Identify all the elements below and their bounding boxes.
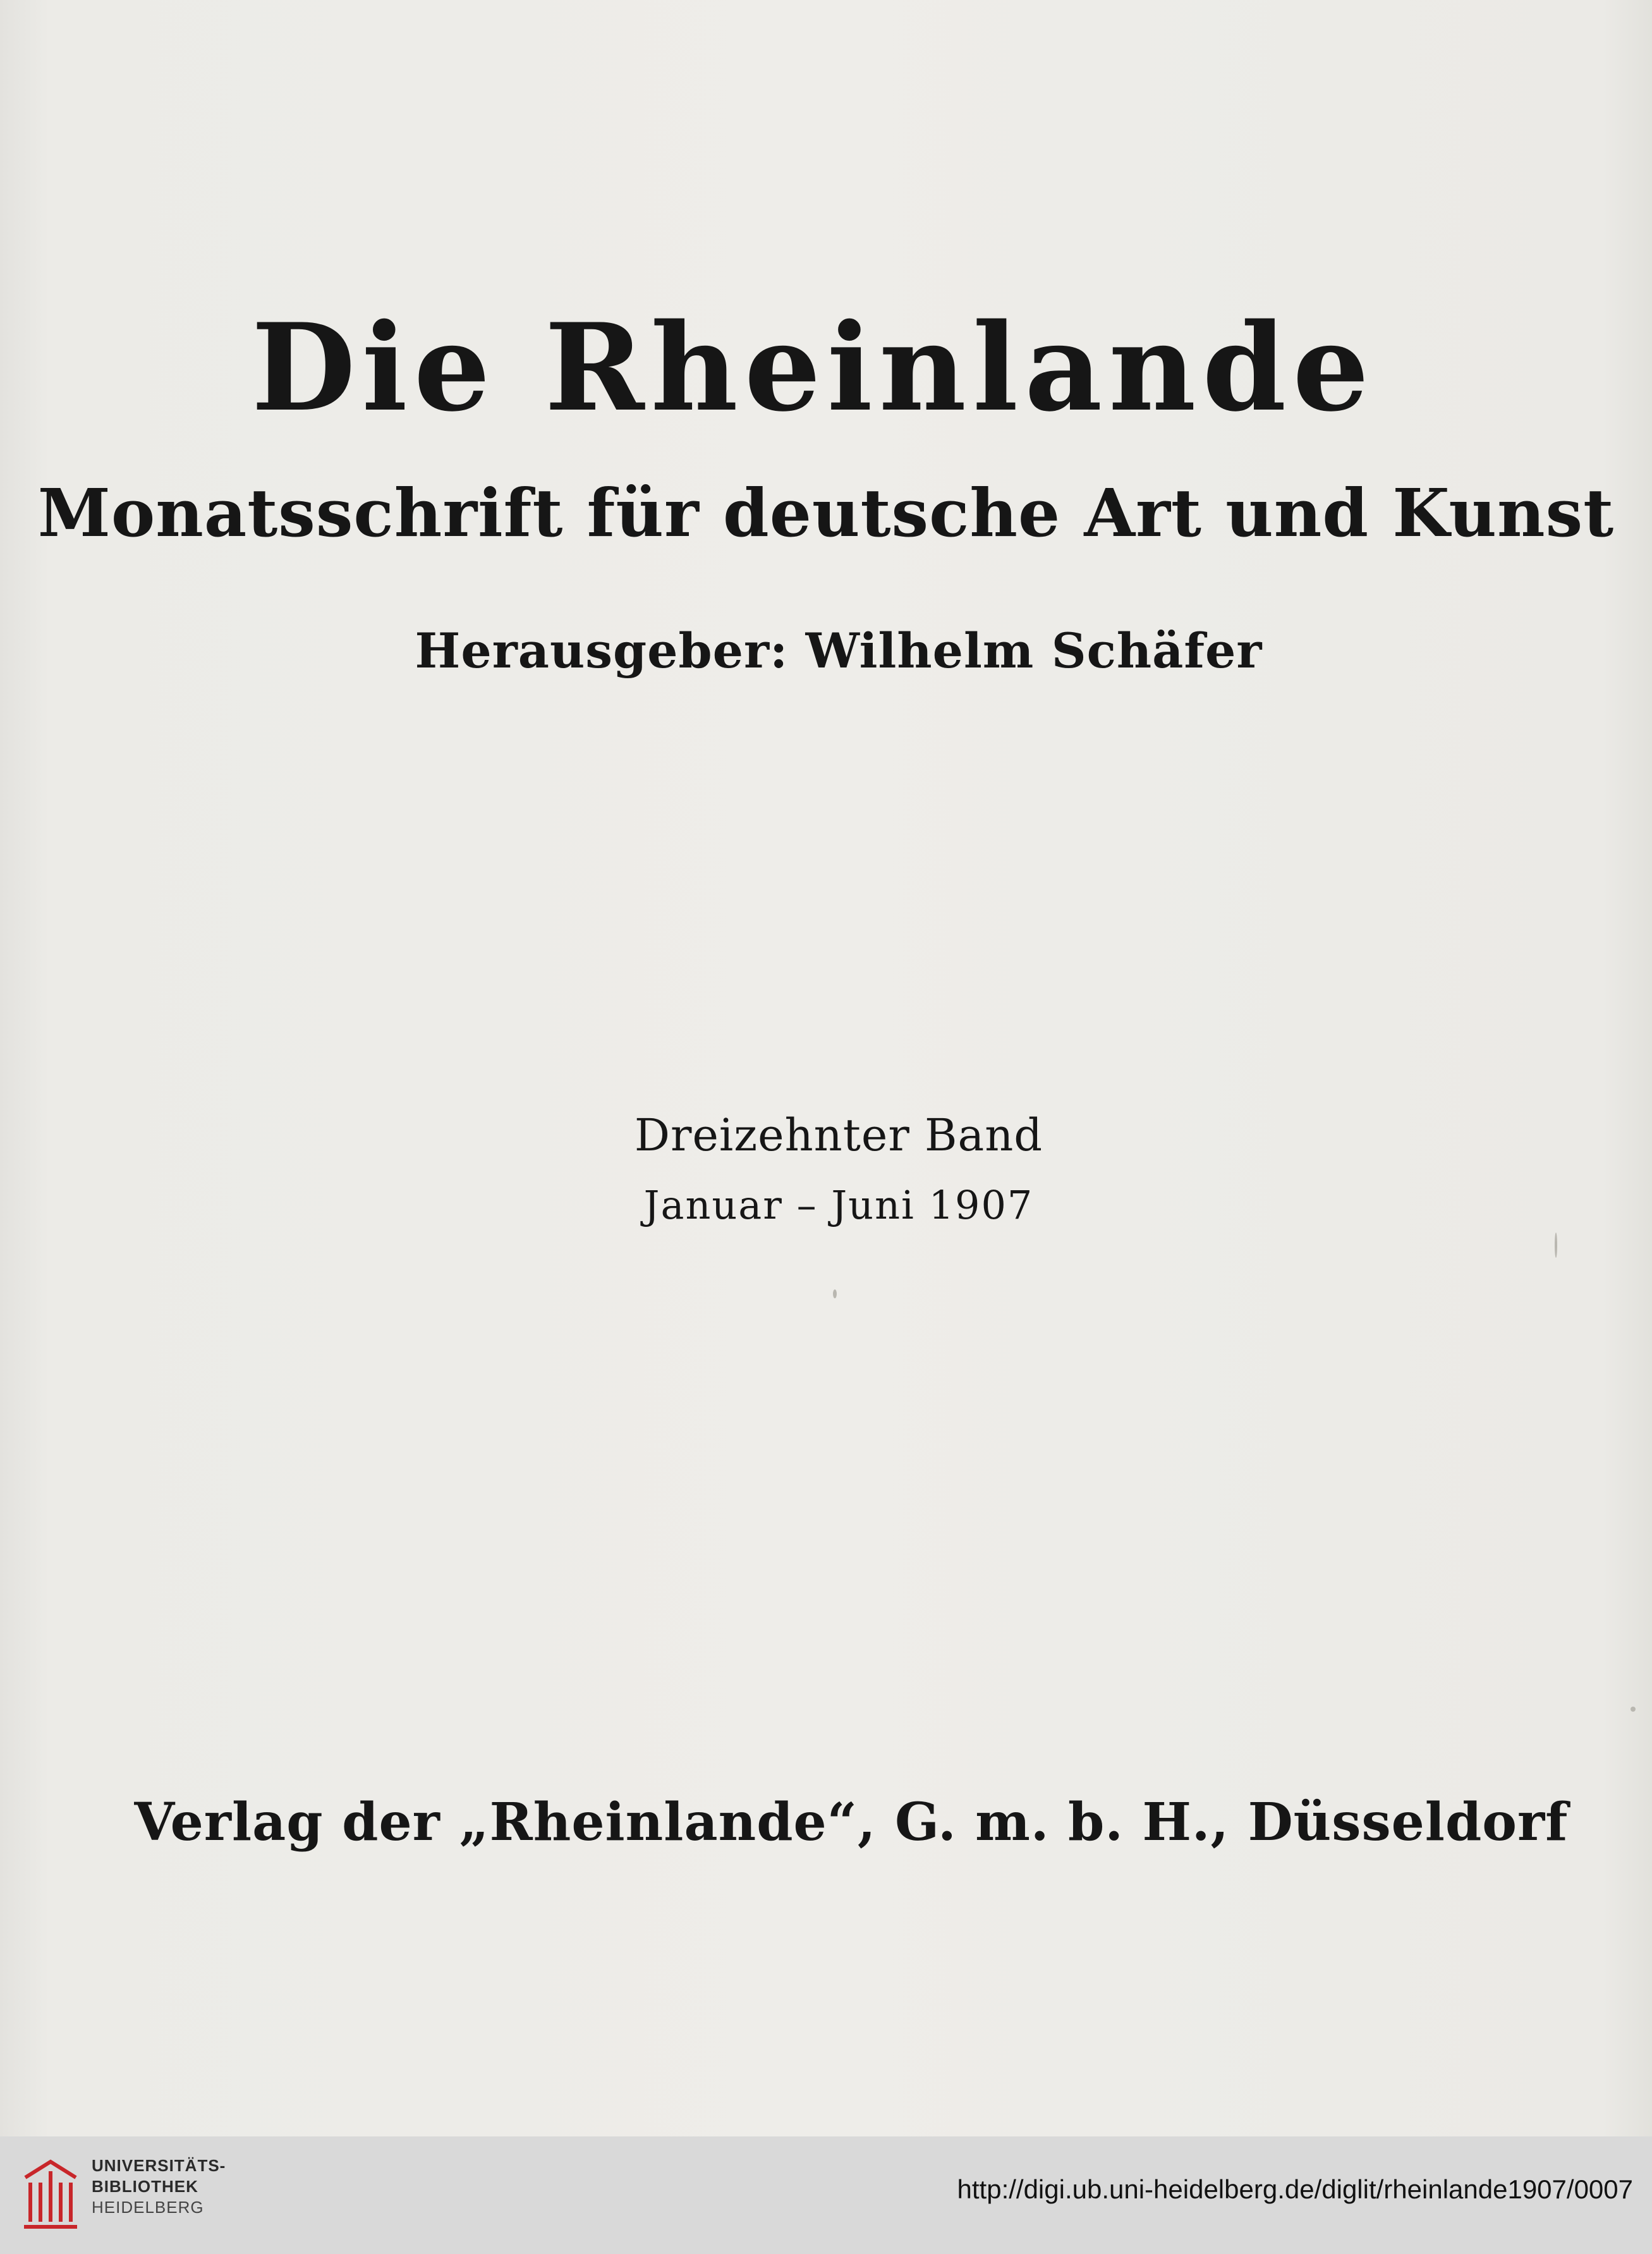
institution-name	[92, 2155, 226, 2218]
institution-line-2: BIBLIOTHEK	[92, 2177, 198, 2196]
institution-line-1: UNIVERSITÄTS-	[92, 2156, 226, 2175]
date-range: Januar – Juni 1907	[643, 1182, 1034, 1228]
paper-speck	[1631, 1707, 1636, 1712]
library-logo-icon	[19, 2152, 82, 2234]
institution-line-3: HEIDELBERG	[92, 2198, 204, 2217]
paper-crease	[1555, 1233, 1557, 1258]
editor-line: Herausgeber: Wilhelm Schäfer	[415, 623, 1263, 679]
volume-line: Dreizehnter Band	[634, 1109, 1043, 1161]
journal-subtitle: Monatsschrift für deutsche Art und Kunst	[37, 474, 1615, 552]
journal-title: Die Rheinlande	[251, 297, 1376, 438]
publisher-line: Verlag der „Rheinlande“, G. m. b. H., Düsseldorf	[134, 1792, 1569, 1853]
permalink-url[interactable]: http://digi.ub.uni-heidelberg.de/diglit/rheinlande1907/0007	[957, 2174, 1633, 2204]
paper-speck	[833, 1289, 837, 1298]
